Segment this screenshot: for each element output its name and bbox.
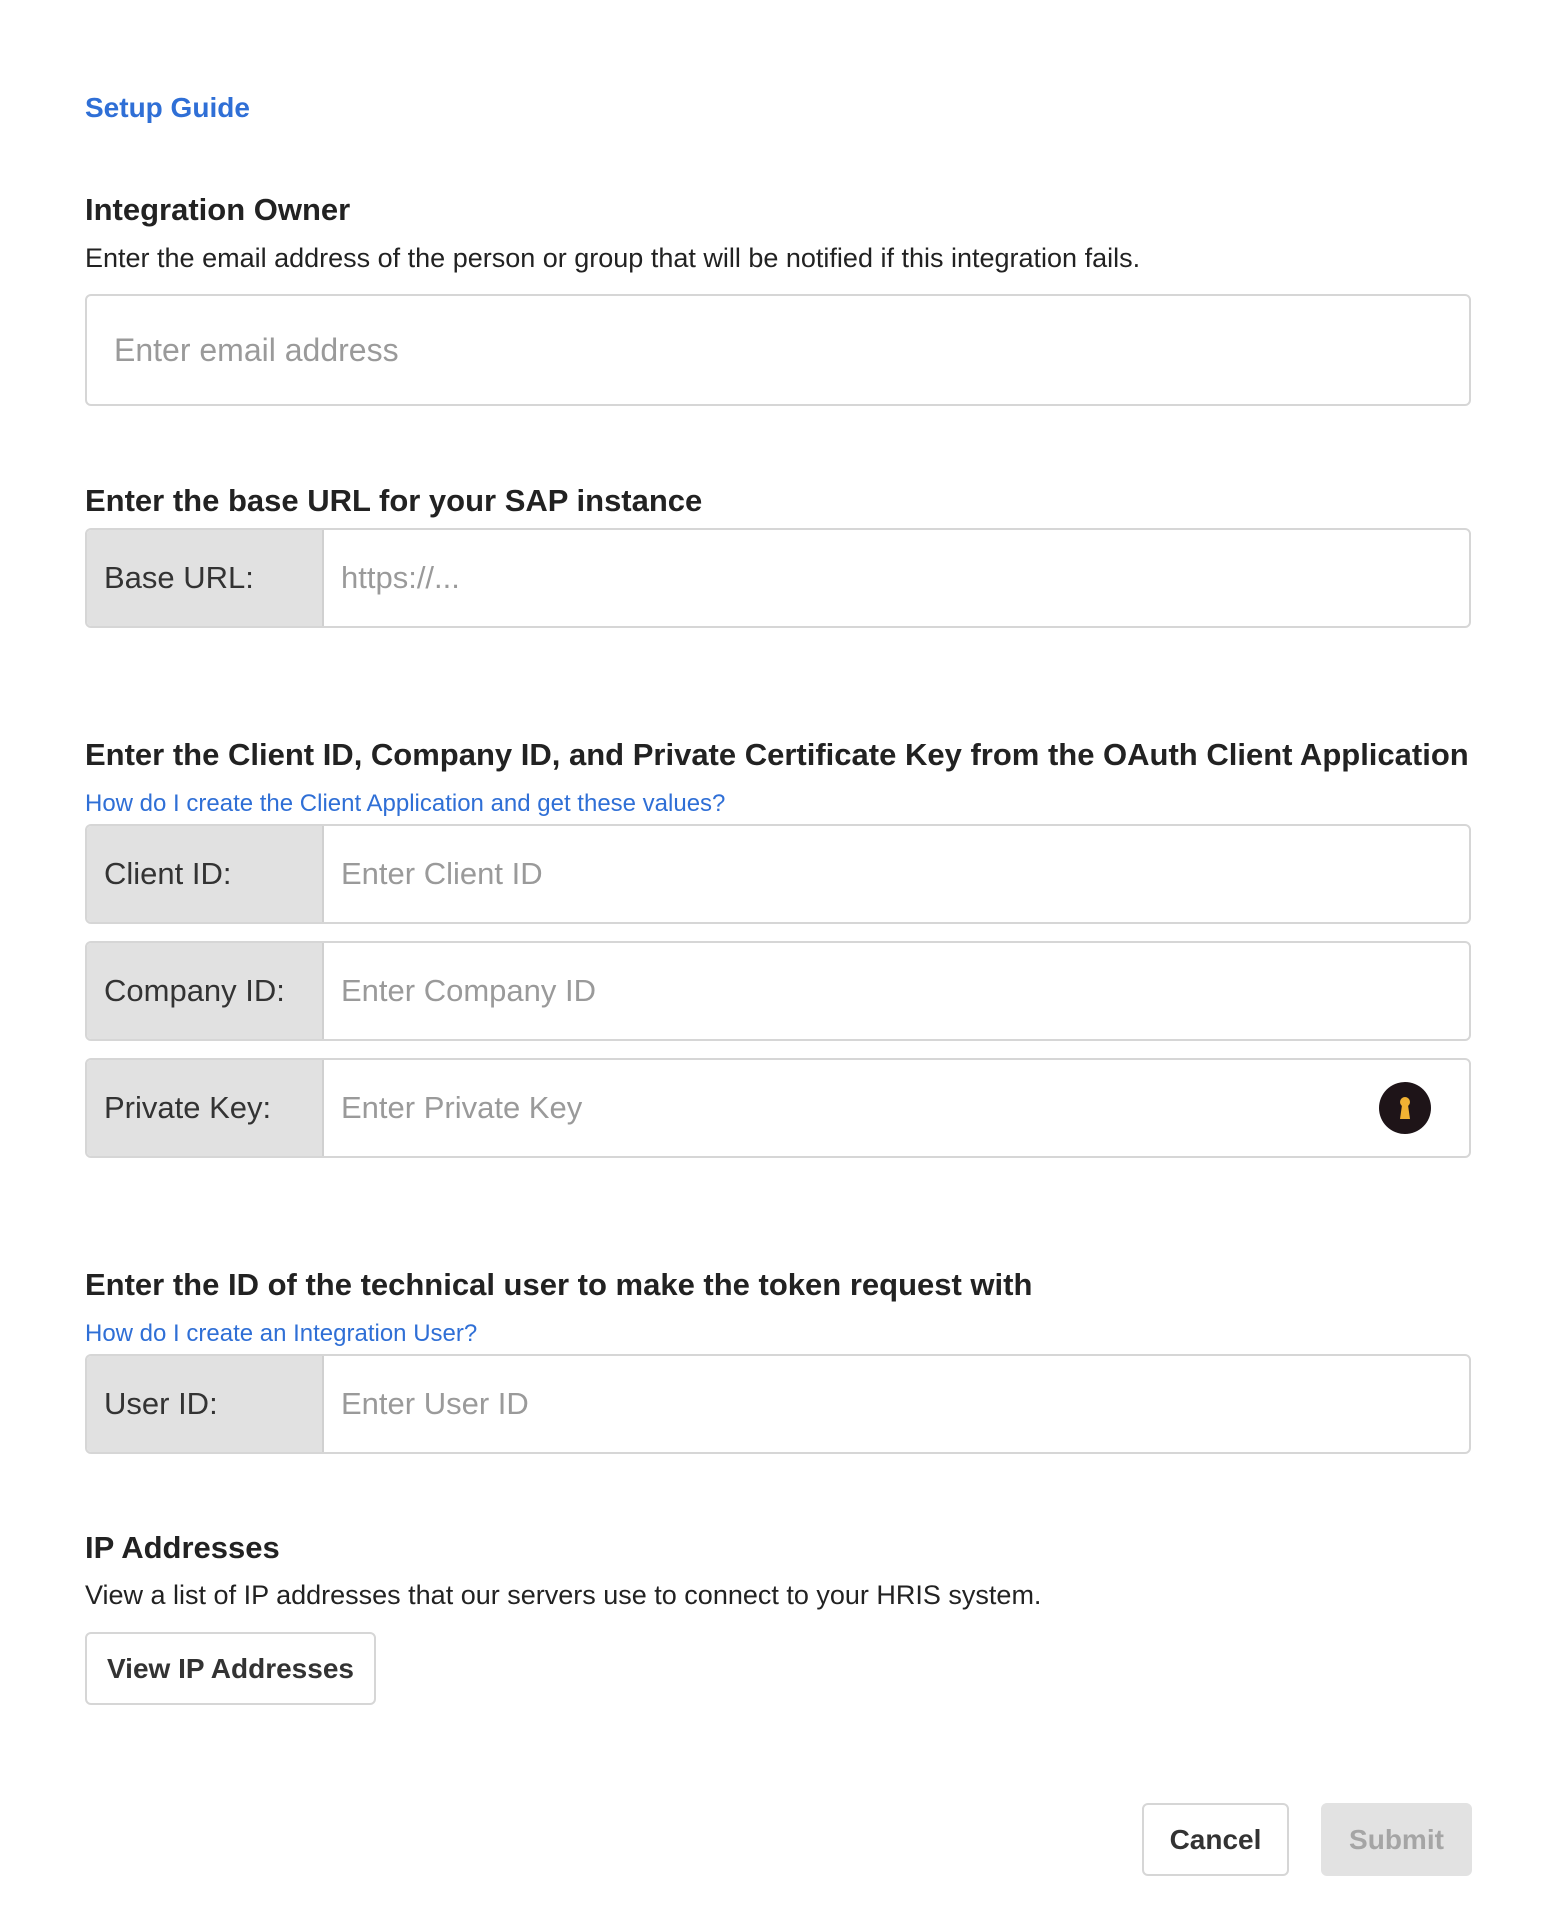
client-id-placeholder: Enter Client ID — [341, 856, 543, 891]
base-url-input[interactable] — [324, 530, 1469, 626]
private-key-input-group — [85, 1058, 1471, 1158]
ip-addresses-title: IP Addresses — [85, 1530, 280, 1565]
integration-user-help-link[interactable]: How do I create an Integration User? — [85, 1320, 478, 1347]
company-id-placeholder: Enter Company ID — [341, 973, 596, 1008]
email-field[interactable] — [85, 294, 1471, 406]
client-id-input[interactable] — [324, 826, 1469, 922]
client-application-help-link[interactable]: How do I create the Client Application and get these values? — [85, 790, 726, 817]
integration-owner-title: Integration Owner — [85, 192, 351, 227]
key-icon-glyph — [1396, 1095, 1414, 1121]
ip-addresses-description: View a list of IP addresses that our servers use to connect to your HRIS system. — [85, 1580, 1042, 1610]
private-key-placeholder: Enter Private Key — [341, 1090, 583, 1125]
company-id-input-group — [85, 941, 1471, 1041]
user-id-input-group — [85, 1354, 1471, 1454]
user-id-input[interactable] — [324, 1356, 1469, 1452]
base-url-title: Enter the base URL for your SAP instance — [85, 483, 703, 518]
technical-user-title: Enter the ID of the technical user to make the token request with — [85, 1267, 1033, 1302]
private-key-addon: Private Key: — [87, 1060, 324, 1156]
cancel-button[interactable]: Cancel — [1142, 1803, 1289, 1876]
email-field-placeholder: Enter email address — [114, 331, 399, 368]
private-key-input[interactable] — [324, 1060, 1469, 1156]
user-id-placeholder: Enter User ID — [341, 1386, 529, 1421]
company-id-input[interactable] — [324, 943, 1469, 1039]
submit-button[interactable]: Submit — [1321, 1803, 1472, 1876]
view-ip-addresses-button[interactable]: View IP Addresses — [85, 1632, 376, 1705]
setup-guide-link[interactable]: Setup Guide — [85, 92, 250, 123]
base-url-addon: Base URL: — [87, 530, 324, 626]
user-id-addon: User ID: — [87, 1356, 324, 1452]
integration-owner-description: Enter the email address of the person or group that will be notified if this integration fails. — [85, 243, 1141, 273]
base-url-input-group — [85, 528, 1471, 628]
oauth-title: Enter the Client ID, Company ID, and Private Certificate Key from the OAuth Client Application — [85, 737, 1469, 772]
company-id-addon: Company ID: — [87, 943, 324, 1039]
client-id-input-group — [85, 824, 1471, 924]
key-icon[interactable] — [1379, 1082, 1431, 1134]
base-url-placeholder: https://... — [341, 560, 460, 595]
client-id-addon: Client ID: — [87, 826, 324, 922]
